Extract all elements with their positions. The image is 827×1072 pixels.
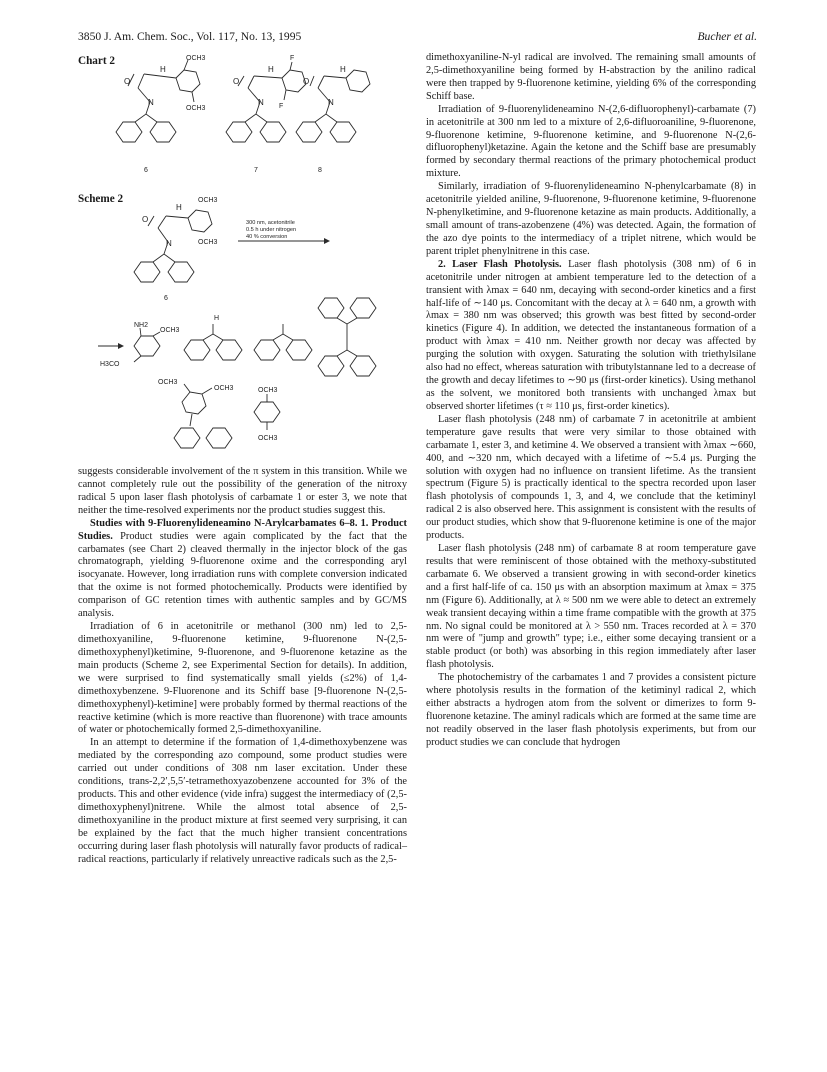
right-paragraph-4-body: Laser flash photolysis (308 nm) of 6 in acetonitrile under nitrogen at ambient temperature led to the detection of a transient with λmax = 640 nm, decaying with second-order kinetics and a first half-life of ∼140 μs. Concomitant with the decay at λ = 640 nm, a growth with λmax = 380 nm was observed; this growth was best fitted by second-order kinetics (Figure 4). In addition, we detected the instantaneous formation of a product with λmax = 410 nm. Neither growth nor decay was affected by purging the solution with oxygen. Saturating the solution with triethylsilane also had no effect, whereas saturation with tributylstannane led to a decrease of the growth and decay lifetimes to ∼90 μs (first-order kinetics). Using methanol as the solvent, we monitored both transients with unchanged λmax but observed shorter lifetimes (τ ≈ 110 μs, first-order kinetics).: [426, 258, 756, 412]
compound-6-structure: [116, 60, 200, 142]
compound-6-o-atom: O: [124, 77, 131, 86]
reaction-arrowhead: [324, 238, 330, 244]
compound-8-number: 8: [318, 167, 322, 174]
right-paragraph-1: dimethoxyaniline-N-yl radical are involved. The remaining small amounts of 2,5-dimethoxyaniline being formed by H-abstraction by the anilino radical were then trapped by 9-fluorenone ketimine, yielding 6% of the corresponding Schiff base.: [426, 52, 756, 102]
compound-7-f-top: F: [290, 55, 295, 62]
left-paragraph-2-body: Product studies were again complicated by the fact that the carbamates (see Chart 2) cleaved thermally in the injector block of the gas chromatograph, yielding 9-fluorenone oxime and the corresponding aryl isocyanate. However, long irradiation runs with complete conversion indicated that the oxime is not formed photochemically. Products were identified by comparison of GC retention times with authentic samples and by GC/MS analysis.: [78, 530, 408, 620]
compound-8-nh-h: H: [340, 65, 346, 74]
schiff-och3-top: OCH3: [158, 379, 178, 386]
product-dimethoxybenzene: [254, 394, 280, 430]
dmb-och3-top: OCH3: [258, 387, 278, 394]
compound-8-n-atom: N: [328, 98, 334, 107]
left-paragraph-2: [78, 518, 407, 621]
chemistry-figures: [78, 50, 418, 460]
scheme-2-start-och3-bottom: OCH3: [198, 239, 218, 246]
compound-7-o-atom: O: [233, 77, 240, 86]
scheme-2-nh-h: H: [176, 203, 182, 212]
right-paragraph-3: Similarly, irradiation of 9-fluorenylideneamino N-phenylcarbamate (8) in acetonitrile yielded aniline, 9-fluorenone, 9-fluorenone ketimine, 9-fluorenone N-phenylketimine, and 9-fluorenone ketazine as main products. Additionally, a small amount of trans-azobenzene (4%) was detected. Again, the formation of the azo dye points to the intermediacy of a triplet nitrene, which would be parent triplet phenylnitrene in this case.: [426, 181, 756, 257]
right-paragraph-6: Laser flash photolysis (248 nm) of carbamate 8 at room temperature gave results that were reminiscent of those obtained with the methoxy-substituted carbamate 6. We observed a transient growing in with second-order kinetics and a first half-life of ca. 150 μs with an absorption maximum at λmax = 375 nm (Figure 6). Additionally, at λ ≈ 500 nm we were able to detect an extremely weak transient decaying within a time frame compatible with the growth at 375 nm. No signal could be monitored at λ > 550 nm. Traces recorded at λ = 370 nm were of "jump and growth" type; i.e., either some decaying transient or a stable product (or both) was absorbing in this region immediately after laser flash photolysis.: [426, 543, 756, 671]
product-ketimine-h: H: [214, 315, 220, 322]
compound-6-n-atom: N: [148, 98, 154, 107]
scheme-2-start-och3-top: OCH3: [198, 197, 218, 204]
journal-citation: 3850 J. Am. Chem. Soc., Vol. 117, No. 13, 1995: [78, 30, 302, 43]
product-och3-label: OCH3: [160, 327, 180, 334]
left-paragraph-1: suggests considerable involvement of the π system in this transition. While we cannot completely rule out the possibility of the generation of the nitroxy radical 5 upon laser flash photolysis of carbamate 1 or ester 3, we note that neither the time-resolved experiments nor the product studies suggest this.: [78, 466, 407, 516]
compound-6-nh-h: H: [160, 65, 166, 74]
compound-7-n-atom: N: [258, 98, 264, 107]
scheme-2-o-atom: O: [142, 215, 149, 224]
right-paragraph-5: Laser flash photolysis (248 nm) of carbamate 7 in acetonitrile at ambient temperature gave results that were very similar to those obtained with carbamate 1, ester 3, and ketimine 4. We observed a transient with λmax ∼660, 400, and ∼320 nm, which decayed with a lifetime of ∼5.4 μs. Purging the solution with oxygen had no influence on transient lifetime. As the transient spectrum (Figure 5) is practically identical to the spectra recorded upon laser flash photolysis of compounds 1, 3, and 4, we conclude that the ketiminyl radical 2 is also observed here. This assignment is consistent with the results of our product studies, which show that 9-fluorenone ketimine is one of the major products.: [426, 413, 756, 542]
condition-wavelength: 300 nm, acetonitrile: [246, 220, 295, 226]
compound-6-och3-top: OCH3: [186, 55, 206, 62]
author-header: Bucher et al.: [697, 30, 757, 43]
scheme-2-n-atom: N: [166, 239, 172, 248]
product-nh2-label: NH2: [134, 322, 149, 329]
products-arrowhead: [118, 343, 124, 349]
left-text-column: [78, 466, 407, 867]
left-paragraph-4: In an attempt to determine if the formation of 1,4-dimethoxybenzene was mediated by the corresponding azo compound, some product studies were carried out under conditions of 308 nm laser excitation. Under these conditions, trans-2,2′,5,5′-tetramethoxyazobenzene accounted for 3% of the products. This and other evidence (vide infra) suggest the intermediacy of (2,5-dimethoxyphenyl)nitrene. While the almost total absence of 2,5-dimethoxyaniline in the product mixture at first seemed very surprising, it can be explained by the fact that the much higher transient concentrations occurring during laser flash photolysis will naturally favor products of radical–radical reactions, particularly if relatively unreactive radicals such as the 2,5-: [78, 737, 407, 865]
right-text-column: [426, 52, 756, 750]
dmb-och3-bottom: OCH3: [258, 435, 278, 442]
condition-conversion: 40 % conversion: [246, 234, 288, 240]
compound-6-och3-bottom: OCH3: [186, 105, 206, 112]
right-paragraph-2: Irradiation of 9-fluorenylideneamino N-(2,6-difluorophenyl)-carbamate (7) in acetonitrile at 300 nm led to a mixture of 2,6-difluoroaniline, 9-fluorenone, 9-fluorenone ketimine, 9-fluorenone ketimine, and 9-fluorenone N-(2,6-difluorophenyl)ketazine. Again the ketone and the Schiff base are presumably formed by secondary thermal reactions of the primary photochemical product mixture.: [426, 103, 756, 180]
product-schiff-base: [174, 384, 232, 448]
compound-7-f-bottom: F: [279, 103, 284, 110]
condition-time: 0.5 h under nitrogen: [246, 227, 297, 233]
schiff-och3-right: OCH3: [214, 385, 234, 392]
chart-2-title: Chart 2: [78, 55, 115, 67]
section-heading-laser-flash: 2. Laser Flash Photolysis.: [438, 258, 562, 270]
product-h3co-label: H3CO: [100, 361, 120, 368]
compound-6-number: 6: [144, 167, 148, 174]
product-fluorenone-ketimine: [184, 324, 242, 360]
right-paragraph-7: The photochemistry of the carbamates 1 and 7 provides a consistent picture where photolysis results in the formation of the ketiminyl radical 2, which either abstracts a hydrogen atom from the solvent or dimerizes to form 9-fluorenone ketazine. The aminyl radicals which are formed at the same time are not readily observed in the laser flash photolysis experiments, but from our product studies we can conclude that hydrogen: [426, 672, 756, 748]
product-fluorenone-ketazine: [318, 298, 376, 376]
product-dimethoxyaniline: [134, 328, 160, 362]
right-paragraph-4: [426, 259, 756, 414]
running-header: [78, 30, 757, 46]
compound-7-nh-h: H: [268, 65, 274, 74]
section-heading-product-studies: Studies with 9-Fluorenylideneamino N-Arylcarbamates 6–8. 1. Product Studies.: [78, 517, 407, 542]
compound-7-number: 7: [254, 167, 258, 174]
scheme-2-title: Scheme 2: [78, 193, 124, 205]
compound-7-structure: [226, 62, 306, 142]
compound-8-o-atom: O: [303, 77, 310, 86]
scheme-2-start-number: 6: [164, 295, 168, 302]
left-paragraph-3: Irradiation of 6 in acetonitrile or methanol (300 nm) led to 2,5-dimethoxyaniline, 9-fluorenone ketimine, 9-fluorenone N-(2,5-dimethoxyphenyl)ketimine, 9-fluorenone, and 9-fluorenone ketazine as the main products (Scheme 2, see Experimental Section for details). In addition, we were surprised to find systematically small yields (≤2%) of 1,4-dimethoxybenzene. 9-Fluorenone and its Schiff base [9-fluorenone N-(2,5-dimethoxyphenyl)-ketimine] were probably formed by thermal reactions of the reactive ketimine (which is more reactive than fluorenone) with trace amounts of water or photochemically formed 2,5-dimethoxyaniline.: [78, 621, 407, 736]
product-fluorenone: [254, 324, 312, 360]
